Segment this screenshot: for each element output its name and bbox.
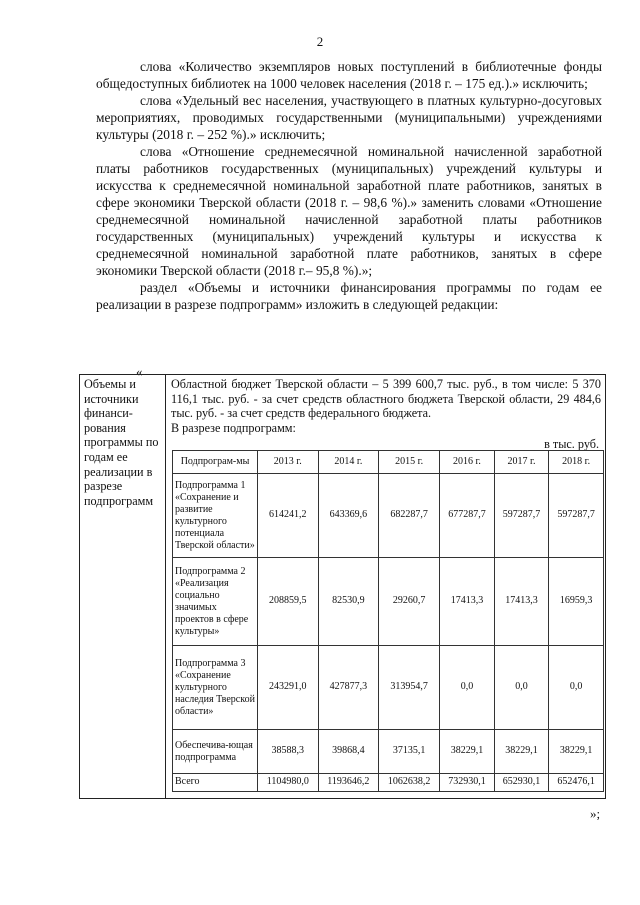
cell-2018: 597287,7 [549, 474, 604, 558]
cell-2015: 37135,1 [379, 730, 440, 774]
cell-2013: 614241,2 [258, 474, 319, 558]
cell-2018: 38229,1 [549, 730, 604, 774]
header-2018: 2018 г. [549, 451, 604, 474]
opening-quote: « [136, 364, 143, 379]
cell-2014: 1193646,2 [318, 774, 379, 792]
cell-2015: 313954,7 [379, 646, 440, 730]
cell-2017: 652930,1 [494, 774, 549, 792]
header-subprograms: Подпрограм-мы [173, 451, 258, 474]
cell-2016: 38229,1 [440, 730, 495, 774]
paragraph-3: слова «Отношение среднемесячной номинальной начисленной заработной платы работников государственных (муниципальных) учреждений культуры и искусства к среднемесячной номинальной заработной плате работников, занятых в сфере экономики Тверской области (2018 г. – 98,6 %).» заменить словами «Отношение среднемесячной номинальной начисленной заработной платы работников государственных (муниципальных) учреждений культуры и искусства к среднемесячной номинальной заработной плате работников, занятых в сфере экономики Тверской области (2018 г.– 95,8 %).»; [96, 144, 602, 278]
financing-content-cell [166, 375, 605, 798]
cell-2017: 38229,1 [494, 730, 549, 774]
header-2013: 2013 г. [258, 451, 319, 474]
cell-2016: 17413,3 [440, 558, 495, 646]
cell-2013: 1104980,0 [258, 774, 319, 792]
subprogram-table-header [173, 451, 604, 474]
cell-2015: 1062638,2 [379, 774, 440, 792]
cell-2014: 643369,6 [318, 474, 379, 558]
cell-2013: 243291,0 [258, 646, 319, 730]
table-row-total [173, 774, 604, 792]
row-name: Всего [173, 774, 258, 792]
cell-2016: 677287,7 [440, 474, 495, 558]
cell-2014: 427877,3 [318, 646, 379, 730]
breakdown-label: В разрезе подпрограмм: [171, 420, 296, 435]
cell-2018: 16959,3 [549, 558, 604, 646]
row-name: Подпрограмма 2 «Реализация социально значимых проектов в сфере культуры» [173, 558, 258, 646]
funding-text: Областной бюджет Тверской области – 5 399 600,7 тыс. руб., в том числе: 5 370 116,1 тыс. руб. - за счет средств областного бюджета Тверской области, 29 484,6 тыс. руб. - за счет средств федерального бюджета. [171, 377, 601, 421]
cell-2014: 82530,9 [318, 558, 379, 646]
cell-2014: 39868,4 [318, 730, 379, 774]
cell-2016: 0,0 [440, 646, 495, 730]
table-row [173, 730, 604, 774]
table-row [173, 474, 604, 558]
row-name: Подпрограмма 3 «Сохранение культурного наследия Тверской области» [173, 646, 258, 730]
cell-2015: 682287,7 [379, 474, 440, 558]
header-2017: 2017 г. [494, 451, 549, 474]
subprogram-table [172, 450, 604, 792]
table-row [173, 646, 604, 730]
table-row [173, 558, 604, 646]
closing-quote: »; [590, 806, 601, 821]
paragraph-2: слова «Удельный вес населения, участвующего в платных культурно-досуговых мероприятиях, проводимых государственными (муниципальными) учреждениями культуры (2018 г. – 252 %).» исключить; [96, 93, 602, 142]
cell-2015: 29260,7 [379, 558, 440, 646]
cell-2016: 732930,1 [440, 774, 495, 792]
cell-2017: 17413,3 [494, 558, 549, 646]
page-number: 2 [316, 34, 324, 49]
cell-2018: 652476,1 [549, 774, 604, 792]
header-2014: 2014 г. [318, 451, 379, 474]
cell-2013: 208859,5 [258, 558, 319, 646]
paragraph-4: раздел «Объемы и источники финансирования программы по годам ее реализации в разрезе подпрограмм» изложить в следующей редакции: [96, 280, 602, 312]
body-text [96, 58, 602, 313]
financing-table [79, 374, 606, 799]
row-name: Подпрограмма 1 «Сохранение и развитие культурного потенциала Тверской области» [173, 474, 258, 558]
row-name: Обеспечива-ющая подпрограмма [173, 730, 258, 774]
header-2015: 2015 г. [379, 451, 440, 474]
cell-2013: 38588,3 [258, 730, 319, 774]
financing-label-cell: Объемы и источники финанси-рования программы по годам ее реализации в разрезе подпрограмм [80, 375, 166, 798]
cell-2018: 0,0 [549, 646, 604, 730]
cell-2017: 597287,7 [494, 474, 549, 558]
cell-2017: 0,0 [494, 646, 549, 730]
paragraph-1: слова «Количество экземпляров новых поступлений в библиотечные фонды общедоступных библиотек на 1000 человек населения (2018 г. – 175 ед.).» исключить; [96, 59, 602, 91]
unit-label: в тыс. руб. [544, 437, 599, 452]
header-2016: 2016 г. [440, 451, 495, 474]
